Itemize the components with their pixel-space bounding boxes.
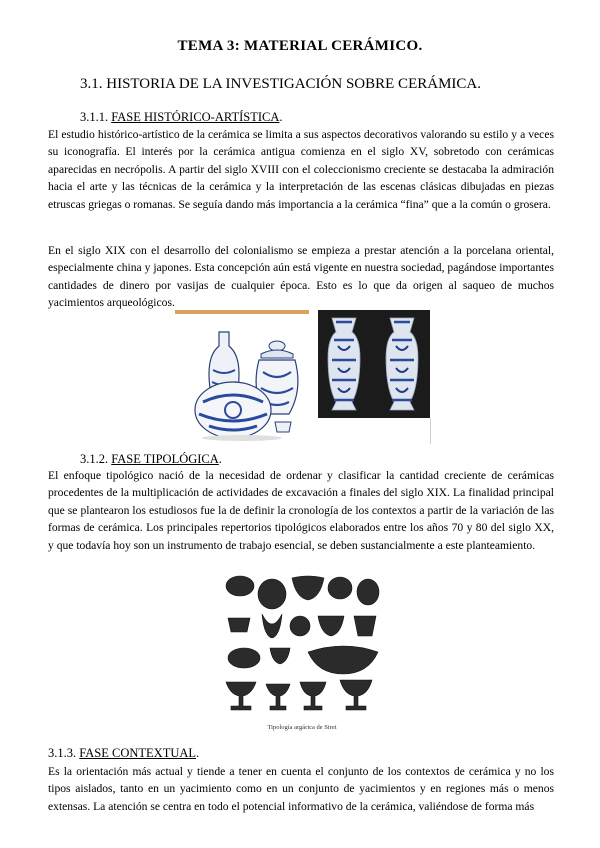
- subsection-trail-1: .: [279, 110, 283, 124]
- subsection-heading-3: [48, 746, 199, 761]
- subsection-number-3: 3.1.3.: [48, 746, 77, 760]
- paragraph-text: Es la orientación más actual y tiende a tener en cuenta el conjunto de los contextos de cerámica y no los tipos aislados, tanto en un yacimiento como en un conjunto de yacimientos y en regiones más o menos extensas. La atención se centra en todo el potencial informativo de la cerámica, valiéndose de forma más: [48, 765, 554, 813]
- subsection-trail-2: .: [218, 452, 222, 466]
- image-top-border: [175, 310, 309, 314]
- subsection-number-1: 3.1.1.: [80, 110, 109, 124]
- porcelain-image-left: [175, 310, 309, 444]
- paragraph-contextual: [48, 763, 554, 815]
- subsection-number-2: 3.1.2.: [80, 452, 109, 466]
- section-heading: [80, 76, 481, 93]
- porcelain-image-right: [318, 310, 430, 418]
- figure-caption: Tipología argárica de Siret: [267, 724, 337, 731]
- argaric-vessels-illustration: [222, 572, 382, 720]
- subsection-trail-3: .: [196, 746, 200, 760]
- paragraph-text: El estudio histórico-artístico de la cerámica se limita a sus aspectos decorativos valorando su estilo y a veces su iconografía. El interés por la cerámica antigua comienza en el siglo XV, sobretodo con cerámicas aparecidas en necrópolis. A partir del siglo XVIII con el coleccionismo creciente se destacaba la admiración hacia el arte y las técnicas de la cerámica y la interpretación de las escenas clásicas dibujadas en piezas etruscas griegas o romanas. Se seguía dando más importancia a la cerámica “fina” que a la común o grosera.: [48, 128, 554, 211]
- section-title: HISTORIA DE LA INVESTIGACIÓN SOBRE CERÁMICA.: [106, 76, 481, 92]
- document-title: TEMA 3: MATERIAL CERÁMICO.: [177, 38, 423, 54]
- porcelain-vases-illustration: [175, 310, 309, 444]
- subsection-title-1: FASE HISTÓRICO-ARTÍSTICA: [111, 110, 280, 124]
- subsection-heading-1: [80, 110, 283, 125]
- paragraph-text: En el siglo XIX con el desarrollo del colonialismo se empieza a prestar atención a la porcelana oriental, especialmente china y japones. Esta concepción aún está vigente en nuestra sociedad, pagándose importantes cantidades de dinero por vasijas de cualquier época. Esto es lo que da origen al saqueo de muchos yacimientos arqueológicos.: [48, 244, 554, 310]
- subsection-heading-2: [80, 452, 222, 467]
- paragraph-historico-1: [48, 126, 554, 213]
- paragraph-text: El enfoque tipológico nació de la necesidad de ordenar y clasificar la cantidad creciente de cerámicas procedentes de la multiplicación de actividades de excavación a finales del siglo XIX. La finalidad principal que se plantearon los estudiosos fue la de definir la cronología de los contextos a partir de la variación de las formas de cerámica. Los principales repertorios tipológicos elaborados entre los años 70 y 80 del siglo XX, y que todavía hoy son un instrumento de trabajo esencial, se deben sustancialmente a este planteamiento.: [48, 469, 554, 552]
- paragraph-tipologica: [48, 467, 554, 554]
- section-number: 3.1.: [80, 76, 103, 92]
- image-divider: [430, 418, 431, 444]
- subsection-title-3: FASE CONTEXTUAL: [79, 746, 197, 760]
- paragraph-historico-2: [48, 242, 554, 312]
- typology-figure: [222, 572, 382, 720]
- hexagonal-vases-illustration: [318, 310, 430, 418]
- subsection-title-2: FASE TIPOLÓGICA: [111, 452, 219, 466]
